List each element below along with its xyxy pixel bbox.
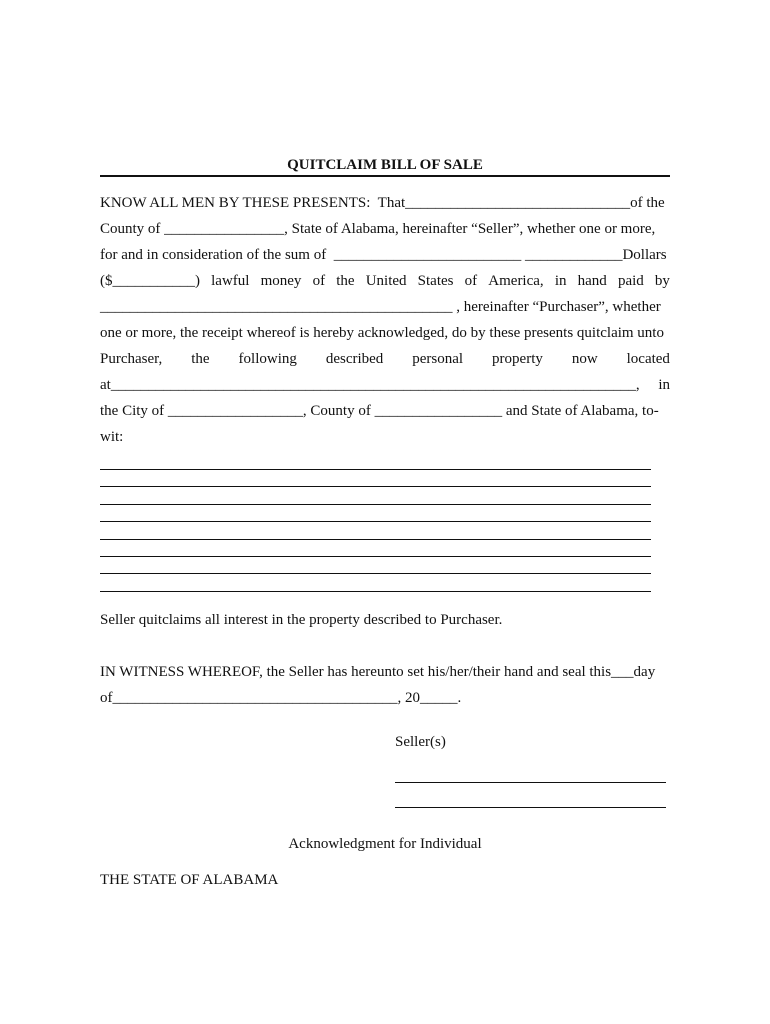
seller-signature-line[interactable] [395,782,666,783]
word: following [238,351,297,367]
description-blank-line[interactable] [100,504,651,505]
description-blank-line[interactable] [100,521,651,522]
word: located [626,351,670,367]
word: paid [617,273,644,289]
word: described [325,351,384,367]
state-heading: THE STATE OF ALABAMA [100,872,279,888]
word: by [654,273,670,289]
word: ($___________) [100,273,200,289]
word: in [658,377,670,393]
word: hand [577,273,607,289]
document-title: QUITCLAIM BILL OF SALE [287,157,483,173]
word: lawful [211,273,250,289]
word: of [312,273,326,289]
paragraph-line-9: the City of __________________, County of _________________ and State of Alabama, to- [100,403,659,419]
word: of [464,273,478,289]
word: property [492,351,543,367]
word: in [554,273,567,289]
seller-signature-line[interactable] [395,807,666,808]
word: States [417,273,454,289]
word: Purchaser, [100,351,163,367]
word: United [365,273,407,289]
paragraph-line-3: for and in consideration of the sum of _________________________ _____________Dollars [100,247,667,263]
acknowledgment-heading: Acknowledgment for Individual [288,836,482,852]
quitclaim-statement: Seller quitclaims all interest in the property described to Purchaser. [100,612,503,628]
title-underline [100,175,670,177]
description-blank-line[interactable] [100,556,651,557]
paragraph-line-7 [100,350,670,368]
paragraph-line-6: one or more, the receipt whereof is hereby acknowledged, do by these presents quitclaim unto [100,325,664,341]
description-blank-line[interactable] [100,573,651,574]
paragraph-line-4 [100,272,670,290]
witness-line-2: of______________________________________, 20_____. [100,690,462,706]
word: America, [488,273,544,289]
paragraph-line-5: _______________________________________________ , hereinafter “Purchaser”, whether [100,299,661,315]
word: money [260,273,302,289]
paragraph-line-8 [100,376,670,394]
witness-line-1: IN WITNESS WHEREOF, the Seller has hereunto set his/her/their hand and seal this___day [100,664,656,680]
paragraph-line-10: wit: [100,429,124,445]
word: the [336,273,355,289]
word: now [571,351,598,367]
word: the [191,351,210,367]
description-blank-line[interactable] [100,539,651,540]
description-blank-line[interactable] [100,469,651,470]
description-blank-line[interactable] [100,486,651,487]
word: at______________________________________________________________________, [100,377,640,393]
word: personal [412,351,464,367]
description-blank-line[interactable] [100,591,651,592]
paragraph-line-1: KNOW ALL MEN BY THESE PRESENTS: That______________________________of the [100,195,665,211]
paragraph-line-2: County of ________________, State of Alabama, hereinafter “Seller”, whether one or more, [100,221,656,237]
seller-label: Seller(s) [395,734,446,750]
